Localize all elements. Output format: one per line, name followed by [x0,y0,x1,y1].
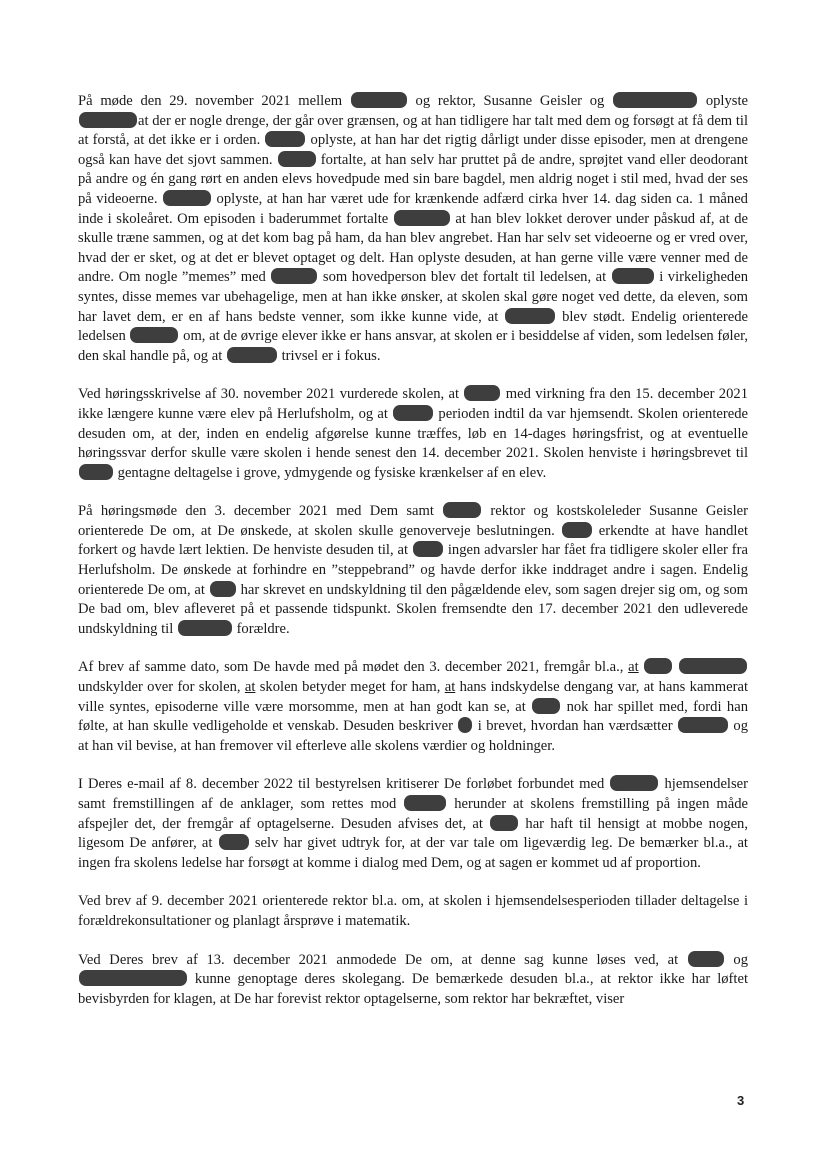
text-run: kunne genoptage deres skolegang. De bemærkede desuden bl.a., at rektor ikke har løftet bevisbyrden for klagen, at De har forevist rektor optagelserne, som rektor har bekræftet, viser [78,971,748,1007]
redaction-mark [79,464,113,480]
text-run: I Deres e-mail af 8. december 2022 til bestyrelsen kritiserer De forløbet forbundet med [78,776,610,793]
text-run: har skrevet en undskyldning til den pågældende elev, som sagen drejer sig om, og som De bad om, blev afleveret på et passende tidspunkt. Skolen fremsendte den 17. december 2021 den udleverede undskyldning til [78,581,749,637]
text-run: trivsel er i fokus. [277,347,381,364]
redaction-mark [404,795,446,811]
redaction-mark [562,522,592,538]
redaction-mark [271,268,317,284]
redaction-mark [532,698,560,714]
document-body [78,92,748,1028]
redaction-mark [505,308,555,324]
text-run: herunder at skolens fremstilling på ingen måde afspejler det, der fremgår af optagelserne. Desuden afvises det, at [78,796,748,832]
text-run: perioden indtil da var hjemsendt. Skolen orienterede desuden om, at der, inden en endelig afgørelse kunne træffes, løb en 14-dages høringsfrist, og at eventuelle høringssvar derfor skulle være skolen i hende senest den 14. december 2021. Skolen henviste i høringsbrevet til [78,405,748,462]
redaction-mark [219,834,249,850]
redaction-mark [644,658,672,674]
text-run: oplyste [698,93,748,109]
redaction-mark [458,717,472,733]
text-run: og rektor, Susanne Geisler og [407,93,613,109]
redaction-mark [678,717,728,733]
body-paragraph [78,775,748,873]
text-run: Ved brev af 9. december 2021 orienterede rektor bl.a. om, at skolen i hjemsendelsesperioden tillader deltagelse i forældrekonsultationer og planlagt årsprøve i matematik. [78,893,748,929]
text-run: at [244,679,256,696]
redaction-mark [688,951,724,967]
redaction-mark [413,541,443,557]
redaction-mark [163,190,211,206]
redaction-mark [464,385,500,401]
redaction-mark [178,620,232,636]
redaction-mark [278,151,316,167]
text-run: hans indskydelse dengang var, at hans kammerat ville syntes, episoderne ville være morsomme, men at han godt kan se, at [78,679,748,715]
redaction-mark [227,347,277,363]
text-run: ingen advarsler har fået fra tidligere skoler eller fra Herlufsholm. De ønskede at forhindre en ”steppebrand” og havde derfor ikke inddraget andre i sagen. Endelig orienterede De om, at [78,542,748,598]
body-paragraph [78,92,748,366]
redaction-mark [351,92,407,108]
text-run: fortalte, at han selv har pruttet på de andre, sprøjtet vand eller deodorant på andre og én gang rørt en anden elevs hovedpude med sin bare bagdel, men aldrig noget i stil med, hvad der ses på videoerne. [78,151,748,207]
text-run: at [444,679,456,696]
text-run: skolen betyder meget for ham, [255,679,445,696]
text-run: På høringsmøde den 3. december 2021 med Dem samt [78,503,443,520]
redaction-mark [610,775,658,791]
text-run [673,659,678,675]
redaction-mark [130,327,178,343]
body-paragraph [78,502,748,639]
text-run: gentagne deltagelse i grove, ydmygende og fysiske krænkelser af en elev. [114,464,547,481]
page-number: 3 [737,1093,745,1108]
text-run: Af brev af samme dato, som De havde med på mødet den 3. december 2021, fremgår bl.a., [78,659,629,676]
text-run: oplyste, at han har været ude for krænkende adfærd cirka hver 14. dag siden ca. 1 måned inde i skoleåret. Om episoden i baderummet fortalte [78,190,748,227]
text-run: at der er nogle drenge, der går over grænsen, og at han tidligere har talt med dem og forsøgt at få dem til at forstå, at det ikke er i orden. [78,112,748,149]
text-run: om, at de øvrige elever ikke er hans ansvar, at skolen er i besiddelse af viden, som ledelsen føler, den skal handle på, og at [78,328,748,364]
body-paragraph [78,892,748,931]
redaction-mark [393,405,433,421]
text-run: som hovedperson blev det fortalt til ledelsen, at [318,269,611,286]
text-run: rektor og kostskoleleder Susanne Geisler orienterede De om, at De ønskede, at skolen skulle genoverveje beslutningen. [78,503,749,539]
body-paragraph [78,385,748,483]
text-run: Ved høringsskrivelse af 30. november 2021 vurderede skolen, at [78,386,464,403]
redaction-mark [612,268,654,284]
redaction-mark [394,210,450,226]
text-run: at han blev lokket derover under påskud af, at de skulle træne sammen, og at det kom bag på ham, da han blev angrebet. Han har selv set videoerne og er vred over, hvad der er sket, og at det er blevet optaget og delt. Han oplyste desuden, at han gerne ville være venner med de andre. Om nogle ”memes” med [78,210,748,286]
text-run: forældre. [232,620,290,637]
redaction-mark [265,131,305,147]
text-run: blev stødt. Endelig orienterede ledelsen [78,308,748,345]
redaction-mark [490,815,518,831]
text-run: i virkeligheden syntes, disse memes var ubehagelige, men at han ikke ønsker, at skolen skal gøre noget ved dette, da eleven, som har lavet dem, er en af hans bedste venner, som ikke kunne vide, at [78,269,749,325]
text-run: hjemsendelser samt fremstillingen af de anklager, som rettes mod [78,776,748,812]
text-run: og [724,951,748,968]
body-paragraph [78,951,748,1010]
redaction-mark [613,92,697,108]
text-run: nok har spillet med, fordi han følte, at han skulle vedligeholde et venskab. Desuden beskriver [78,698,748,735]
body-paragraph [78,658,748,756]
text-run: erkendte at have handlet forkert og havde lært lektien. De henviste desuden til, at [78,522,748,559]
redaction-mark [443,502,481,518]
text-run: og at han vil bevise, at han fremover vil efterleve alle skolens værdier og holdninger. [78,718,748,754]
text-run: i brevet, hvordan han værdsætter [473,718,677,735]
text-run: med virkning fra den 15. december 2021 ikke længere kunne være elev på Herlufsholm, og at [78,386,748,422]
redaction-mark [79,112,137,128]
text-run: På møde den 29. november 2021 mellem [78,93,350,109]
redaction-mark [79,970,187,986]
text-run [639,659,644,675]
text-run: har haft til hensigt at mobbe nogen, ligesom De anfører, at [78,815,748,852]
redaction-mark [210,581,236,597]
text-run: oplyste, at han har det rigtig dårligt under disse episoder, men at drengene også kan have det sjovt sammen. [78,132,748,168]
redaction-mark [679,658,747,674]
text-run: Ved Deres brev af 13. december 2021 anmodede De om, at denne sag kunne løses ved, at [78,951,687,968]
text-run: at [628,659,639,676]
text-run: selv har givet udtryk for, at der var tale om ligeværdig leg. De bemærker bl.a., at ingen fra skolens ledelse har forsøgt at komme i dialog med Dem, og at sagen er kommet ud af proportion. [78,835,748,871]
text-run: undskylder over for skolen, [78,679,245,696]
